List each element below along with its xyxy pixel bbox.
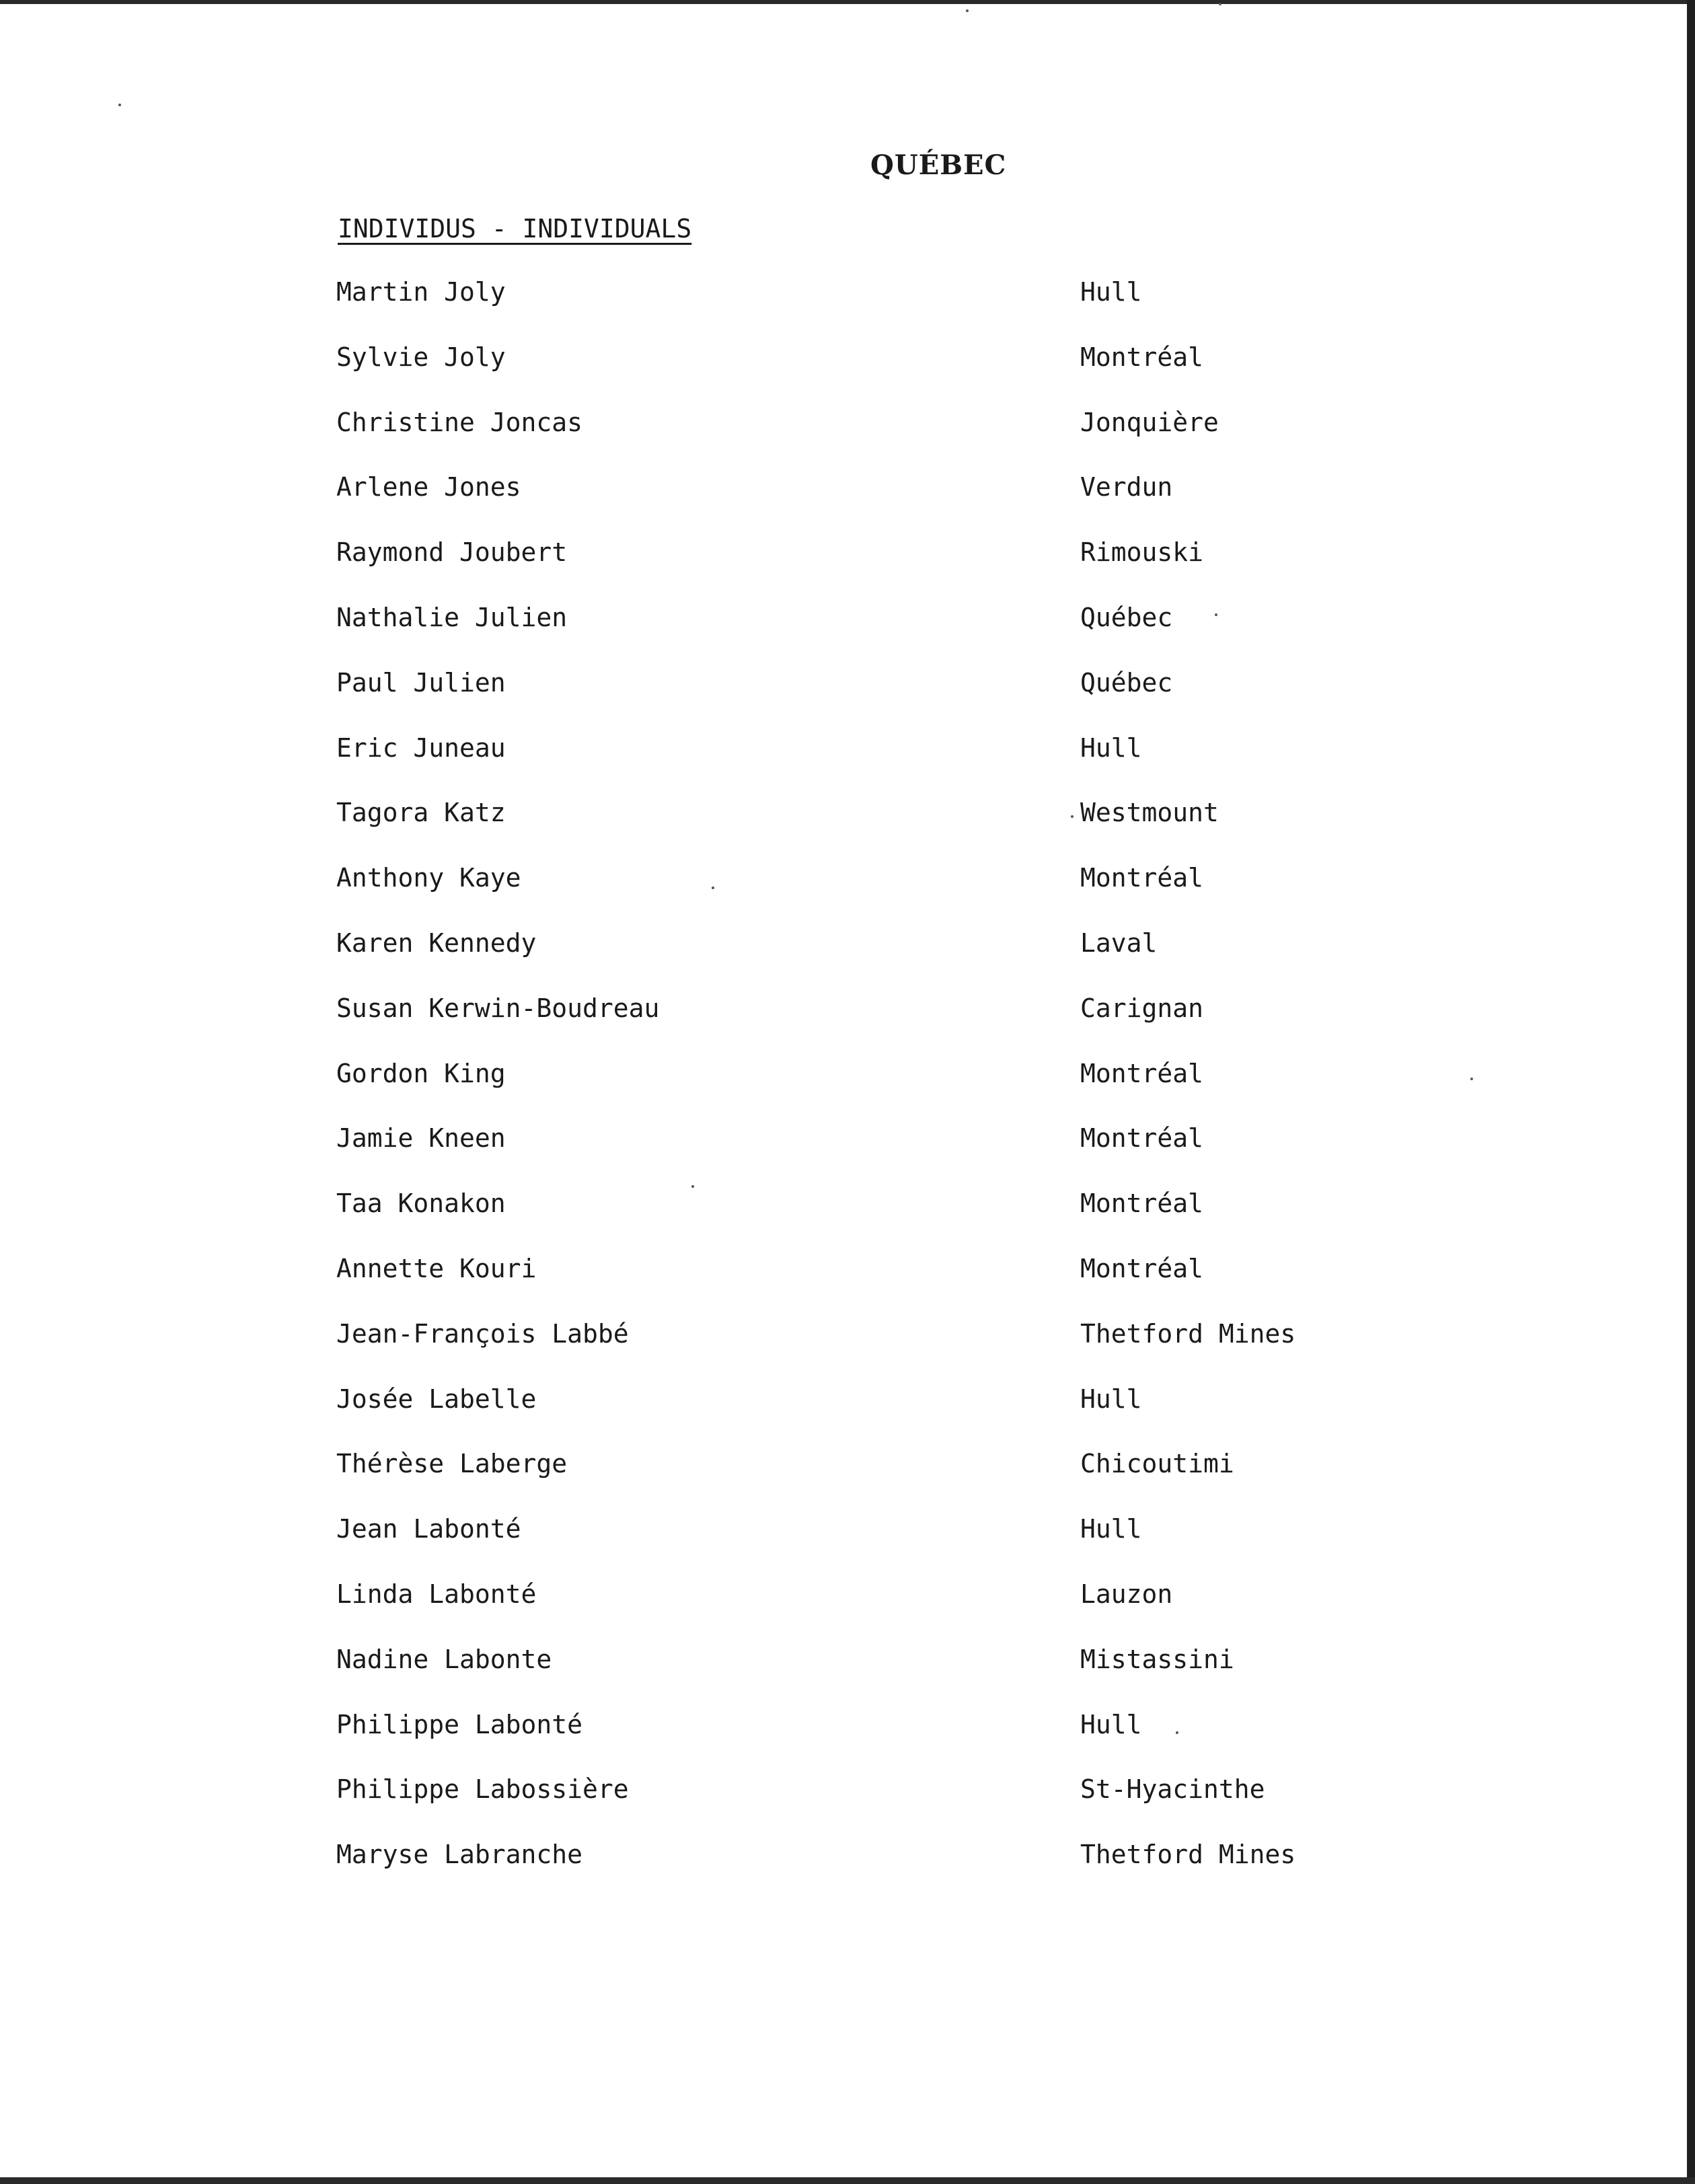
list-item [0,668,1695,733]
person-name: Jean Labonté [336,1514,521,1544]
city-name: Mistassini [1080,1644,1234,1674]
list-item [0,1254,1695,1319]
city-name: Hull [1080,1514,1142,1544]
person-name: Sylvie Joly [336,342,506,372]
city-name: Rimouski [1080,537,1204,568]
city-name: Thetford Mines [1080,1318,1296,1349]
person-name: Nadine Labonte [336,1644,552,1674]
person-name: Philippe Labonté [336,1709,583,1739]
city-name: Montréal [1080,1253,1204,1283]
person-name: Karen Kennedy [336,928,537,958]
list-item [0,1384,1695,1449]
city-name: Verdun [1080,472,1173,502]
list-item [0,603,1695,668]
city-name: Québec [1080,667,1173,698]
person-name: Anthony Kaye [336,863,521,893]
list-item [0,733,1695,798]
person-name: Annette Kouri [336,1253,537,1283]
list-item [0,408,1695,473]
scan-speck [1219,3,1221,5]
person-name: Arlene Jones [336,472,521,502]
person-name: Philippe Labossière [336,1774,629,1805]
city-name: Hull [1080,1709,1142,1739]
list-item [0,1840,1695,1905]
section-heading: INDIVIDUS - INDIVIDUALS [338,214,692,243]
city-name: Hull [1080,732,1142,763]
scan-border-bottom [0,2177,1695,2184]
person-name: Tagora Katz [336,798,506,828]
city-name: Québec [1080,602,1173,632]
list-item [0,993,1695,1059]
person-name: Thérèse Laberge [336,1449,568,1479]
person-name: Gordon King [336,1058,506,1088]
list-item [0,798,1695,863]
city-name: Hull [1080,1384,1142,1414]
list-item [0,1123,1695,1189]
city-name: Lauzon [1080,1579,1173,1609]
city-name: Montréal [1080,1123,1204,1154]
list-item [0,1319,1695,1384]
list-item [0,472,1695,537]
city-name: Westmount [1080,798,1219,828]
scan-speck [966,9,969,12]
list-item [0,1514,1695,1579]
page-title: QUÉBEC [870,149,1007,181]
list-item [0,1449,1695,1514]
person-name: Susan Kerwin-Boudreau [336,993,660,1023]
list-item [0,1059,1695,1124]
city-name: Thetford Mines [1080,1840,1296,1870]
person-name: Nathalie Julien [336,602,568,632]
city-name: Carignan [1080,993,1204,1023]
city-name: Montréal [1080,1058,1204,1088]
city-name: Montréal [1080,1189,1204,1219]
list-item [0,1189,1695,1254]
person-name: Jamie Kneen [336,1123,506,1154]
list-item [0,1645,1695,1710]
list-item [0,537,1695,603]
person-name: Linda Labonté [336,1579,537,1609]
person-name: Eric Juneau [336,732,506,763]
list-item [0,1710,1695,1775]
city-name: Montréal [1080,342,1204,372]
city-name: Jonquière [1080,407,1219,437]
list-item [0,928,1695,993]
list-item [0,342,1695,408]
list-item [0,1774,1695,1840]
person-name: Christine Joncas [336,407,583,437]
city-name: Laval [1080,928,1158,958]
list-item [0,863,1695,928]
person-name: Paul Julien [336,667,506,698]
person-name: Taa Konakon [336,1189,506,1219]
person-name: Jean-François Labbé [336,1318,629,1349]
scan-border-top [0,0,1695,4]
city-name: Montréal [1080,863,1204,893]
person-name: Josée Labelle [336,1384,537,1414]
city-name: Hull [1080,277,1142,307]
list-item [0,277,1695,342]
scan-speck [118,104,121,106]
person-name: Raymond Joubert [336,537,568,568]
person-name: Martin Joly [336,277,506,307]
list-item [0,1579,1695,1645]
individuals-list [0,277,1695,1905]
city-name: St-Hyacinthe [1080,1774,1265,1805]
city-name: Chicoutimi [1080,1449,1234,1479]
person-name: Maryse Labranche [336,1840,583,1870]
